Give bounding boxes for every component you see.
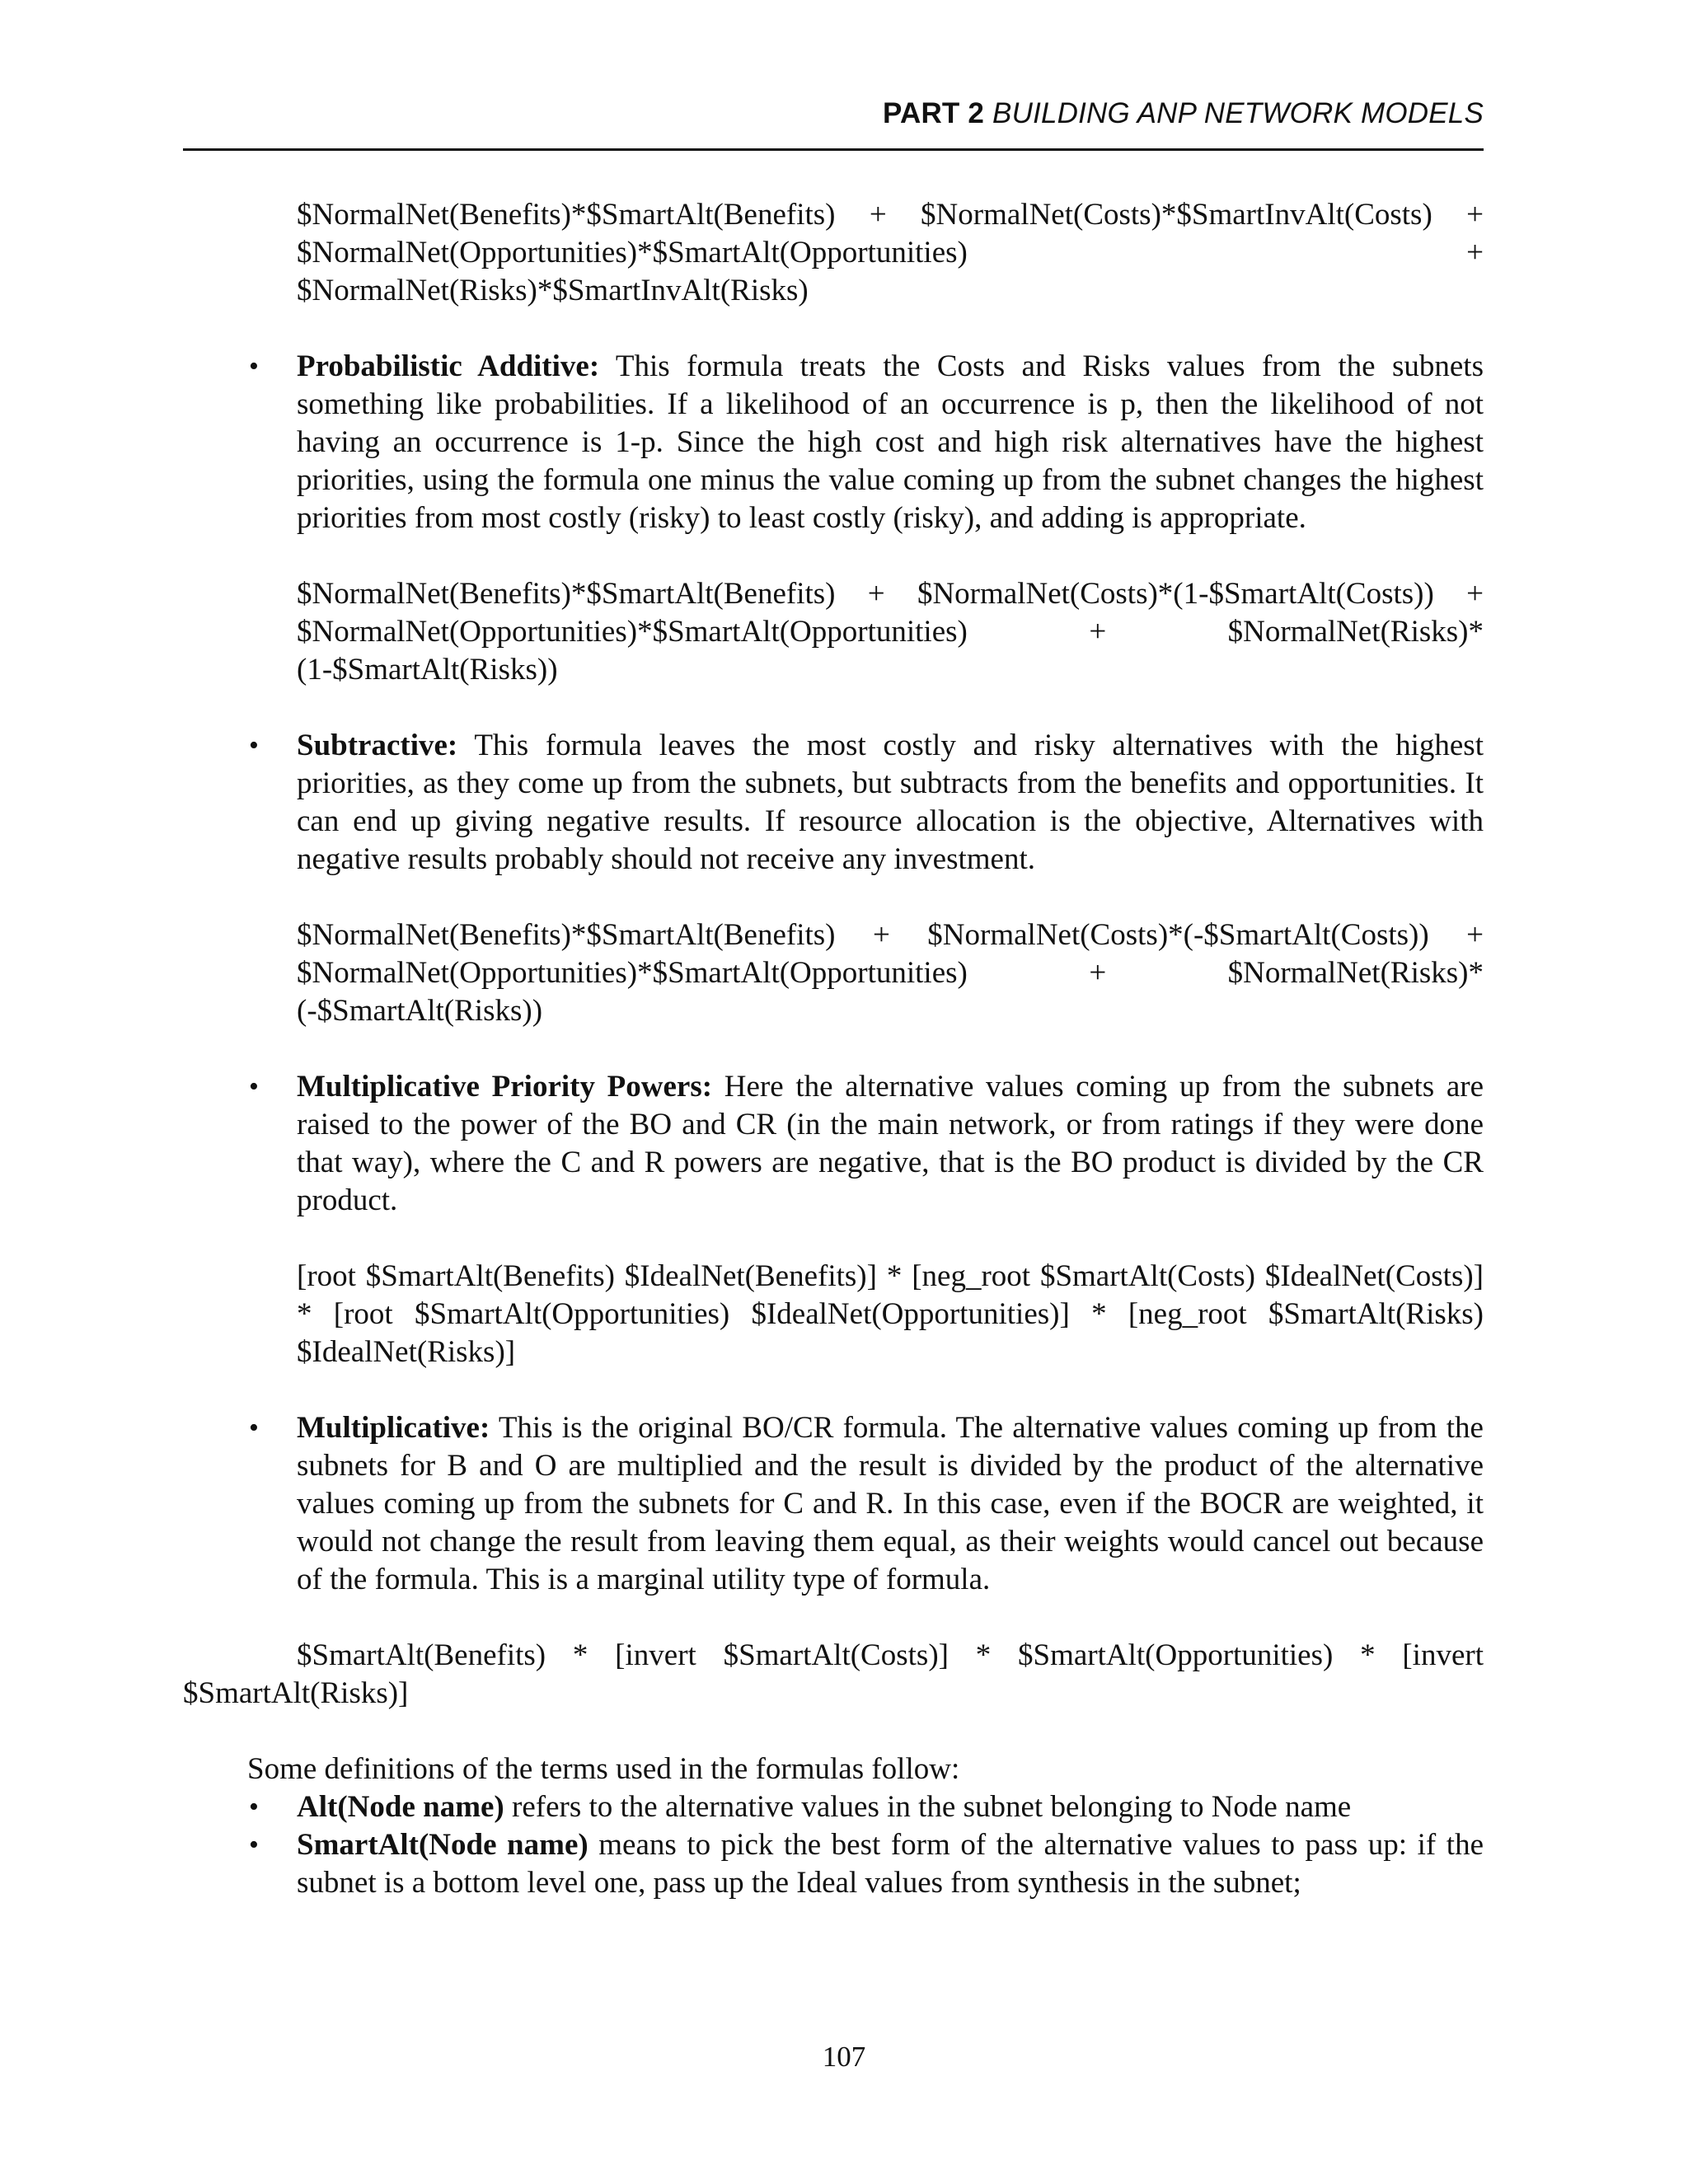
- method-item-multiplicative-priority-powers: [183, 1068, 1484, 1220]
- bullet-icon: •: [249, 1830, 259, 1860]
- method-description: Here the alternative values coming up from the subnets are raised to the power of the BO and CR (in the main network, or from ratings if they were done that way), where the C and R powers are negative, that is the BO product is divided by the CR product.: [297, 1070, 1484, 1217]
- definition-term: SmartAlt(Node name): [297, 1828, 588, 1862]
- definition-term: Alt(Node name): [297, 1790, 504, 1824]
- method-description: This formula leaves the most costly and risky alternatives with the highest priorities, as they come up from the subnets, but subtracts from the benefits and opportunities. It can end up giving negative results. If resource allocation is the objective, Alternatives with negative results probably should not receive any investment.: [297, 729, 1484, 876]
- definition-item-smartalt: [183, 1826, 1484, 1902]
- page-body: [183, 196, 1484, 1902]
- formula-probabilistic-additive: $NormalNet(Benefits)*$SmartAlt(Benefits) + $NormalNet(Costs)*(1-$SmartAlt(Costs)) + $NormalNet(Opportunities)*$SmartAlt(Opportunities) + $NormalNet(Risks)*(1-$SmartAlt(Risks)): [297, 577, 1484, 687]
- running-header: [183, 92, 1484, 151]
- definitions-intro: Some definitions of the terms used in the formulas follow:: [247, 1752, 960, 1786]
- method-term: Subtractive:: [297, 729, 458, 762]
- method-item-multiplicative: [183, 1409, 1484, 1599]
- method-list: [183, 727, 1484, 879]
- definitions-list: [183, 1788, 1484, 1902]
- bullet-icon: •: [249, 730, 259, 761]
- method-item-probabilistic-additive: [183, 348, 1484, 537]
- method-list: [183, 348, 1484, 537]
- header-section-title: BUILDING ANP NETWORK MODELS: [992, 97, 1484, 129]
- bullet-icon: •: [249, 351, 259, 382]
- header-text: [883, 97, 1484, 130]
- method-term: Multiplicative Priority Powers:: [297, 1070, 713, 1104]
- formula-additive: $NormalNet(Benefits)*$SmartAlt(Benefits) + $NormalNet(Costs)*$SmartInvAlt(Costs) + $NormalNet(Opportunities)*$SmartAlt(Opportunities) + $NormalNet(Risks)*$SmartInvAlt(Risks): [297, 198, 1484, 307]
- method-description: This is the original BO/CR formula. The alternative values coming up from the subnets for B and O are multiplied and the result is divided by the product of the alternative values coming up from the subnets for C and R. In this case, even if the BOCR are weighted, it would not change the result from leaving them equal, as their weights would cancel out because of the formula. This is a marginal utility type of formula.: [297, 1411, 1484, 1596]
- bullet-icon: •: [249, 1792, 259, 1822]
- method-term: Multiplicative:: [297, 1411, 490, 1445]
- formula-multiplicative: $SmartAlt(Benefits) * [invert $SmartAlt(Costs)] * $SmartAlt(Opportunities) * [invert $SmartAlt(Risks)]: [183, 1638, 1484, 1710]
- bullet-icon: •: [249, 1413, 259, 1443]
- definition-description: means to pick the best form of the alternative values to pass up: if the subnet is a bottom level one, pass up the Ideal values from synthesis in the subnet;: [297, 1828, 1484, 1900]
- method-term: Probabilistic Additive:: [297, 349, 600, 383]
- bullet-icon: •: [249, 1071, 259, 1102]
- formula-subtractive: $NormalNet(Benefits)*$SmartAlt(Benefits) + $NormalNet(Costs)*(-$SmartAlt(Costs)) + $NormalNet(Opportunities)*$SmartAlt(Opportunities) + $NormalNet(Risks)*(-$SmartAlt(Risks)): [297, 918, 1484, 1028]
- formula-multiplicative-priority-powers: [root $SmartAlt(Benefits) $IdealNet(Benefits)] * [neg_root $SmartAlt(Costs) $IdealNet(Costs)] * [root $SmartAlt(Opportunities) $IdealNet(Opportunities)] * [neg_root $SmartAlt(Risks) $IdealNet(Risks)]: [297, 1259, 1484, 1369]
- method-item-subtractive: [183, 727, 1484, 879]
- method-list: [183, 1068, 1484, 1220]
- method-description: This formula treats the Costs and Risks values from the subnets something like probabilities. If a likelihood of an occurrence is p, then the likelihood of not having an occurrence is 1-p. Since the high cost and high risk alternatives have the highest priorities, using the formula one minus the value coming up from the subnet changes the highest priorities from most costly (risky) to least costly (risky), and adding is appropriate.: [297, 349, 1484, 535]
- method-list: [183, 1409, 1484, 1599]
- header-part: PART 2: [883, 97, 985, 129]
- definition-item-alt: [183, 1788, 1484, 1826]
- definition-description: refers to the alternative values in the subnet belonging to Node name: [512, 1790, 1352, 1824]
- page-number: 107: [822, 2041, 866, 2073]
